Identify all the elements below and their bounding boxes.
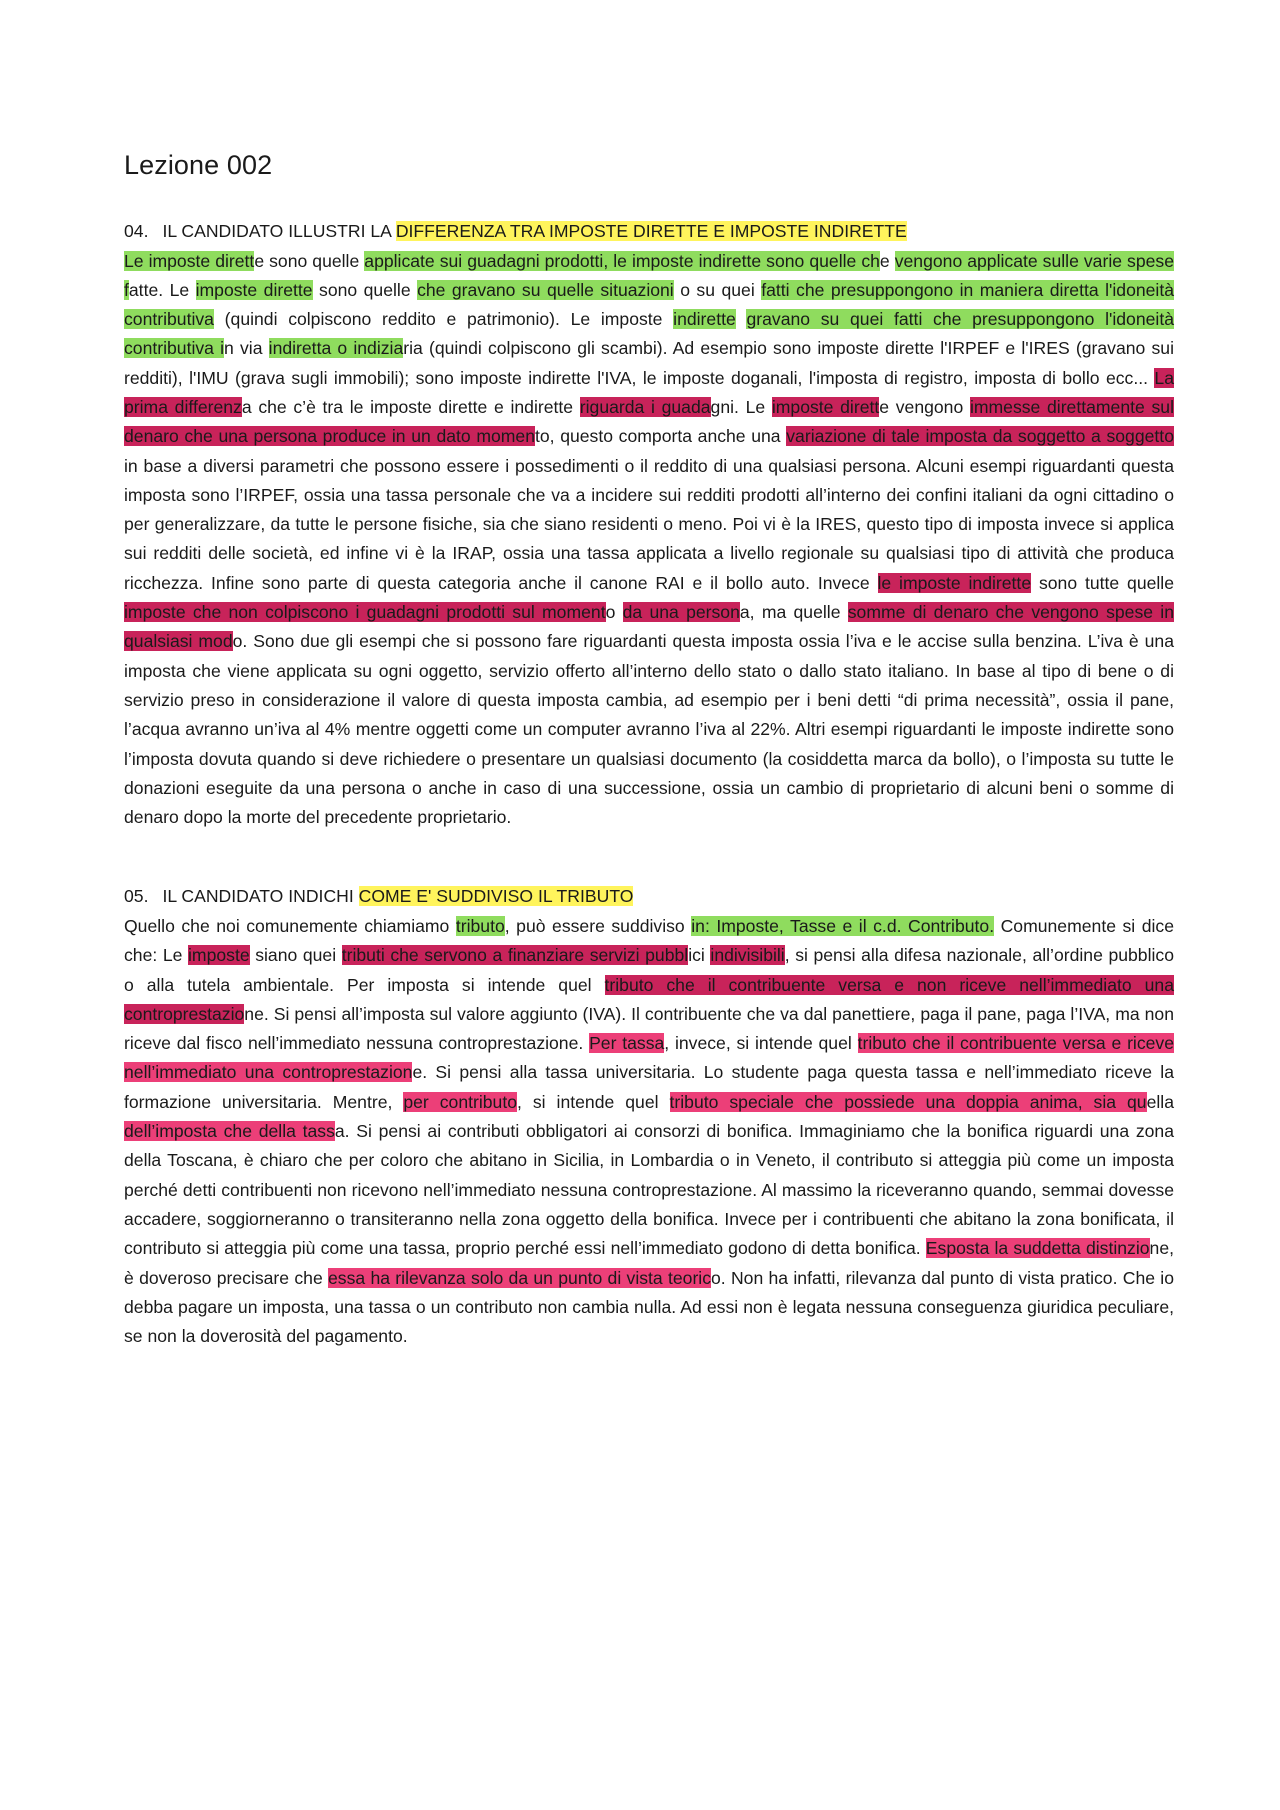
- highlighted-text: per contributo: [403, 1091, 518, 1112]
- answer-paragraph: [124, 247, 1174, 833]
- question-number: 04.: [124, 221, 149, 241]
- text-run: e sono quelle: [254, 250, 365, 271]
- text-run: n via: [224, 338, 269, 359]
- question-text: IL CANDIDATO INDICHI: [162, 886, 359, 907]
- text-run: ria (quindi colpiscono gli scambi). Ad esempio sono imposte dirette l'IRPEF e l'IRES (gravano sui redditi), l'IMU (grava sugli immobili); sono imposte indirette l'IVA, le imposte doganali, l'imposta di registro, imposta di bollo ecc...: [124, 338, 1174, 388]
- text-run: o. Sono due gli esempi che si possono fare riguardanti questa imposta ossia l’iva e le accise sulla benzina. L’iva è una imposta che viene applicata su ogni oggetto, servizio offerto all’interno dello stato o dallo stato italiano. In base al tipo di bene o di servizio preso in considerazione il valore di questa imposta cambia, ad esempio per i beni detti “di prima necessità”, ossia il pane, l’acqua avranno un’iva al 4% mentre oggetti come un computer avranno l’iva al 22%. Altri esempi riguardanti le imposte indirette sono l’imposta dovuta quando si deve richiedere o presentare un qualsiasi documento (la cosiddetta marca da bollo), o l’imposta su tutte le donazioni eseguite da una persona o anche in caso di una successione, ossia un cambio di proprietario di alcuni beni o somme di denaro dopo la morte del precedente proprietario.: [124, 631, 1174, 828]
- section-04: [124, 217, 1174, 832]
- highlighted-text: riguarda i guada: [579, 396, 711, 417]
- text-run: , può essere suddiviso: [504, 915, 692, 936]
- text-run: o su quei: [673, 279, 762, 300]
- highlighted-text: in: Imposte, Tasse e il c.d. Contributo.: [691, 915, 995, 936]
- text-run: ici: [688, 945, 711, 966]
- highlighted-text: indiretta o indizia: [268, 338, 404, 359]
- highlighted-text: fatti che presuppongono in maniera diretta l'idoneità contributiva: [124, 279, 1175, 330]
- text-run: e: [879, 250, 895, 271]
- highlighted-text: somme di denaro che vengono spese in qualsiasi mod: [124, 602, 1174, 652]
- text-run: a, ma quelle: [739, 602, 848, 623]
- text-run: o. Non ha infatti, rilevanza dal punto di vista pratico. Che io debba pagare un imposta, una tassa o un contributo non cambia nulla. Ad essi non è legata nessuna conseguenza giuridica peculiare, se non la doverosità del pagamento.: [124, 1267, 1174, 1347]
- highlighted-text: tributo speciale che possiede una doppia anima, sia qu: [669, 1091, 1147, 1112]
- highlighted-text: gravano su quei fatti che presuppongono l'idoneità contributiva i: [124, 309, 1174, 359]
- highlighted-text: tributo che il contribuente versa e non riceve nell’immediato una controprestazio: [124, 974, 1174, 1024]
- document-page: [124, 150, 1174, 1401]
- highlighted-text: Esposta la suddetta distinzio: [925, 1238, 1150, 1259]
- question-text: IL CANDIDATO ILLUSTRI LA: [162, 221, 396, 241]
- highlighted-text: dell’imposta che della tass: [124, 1121, 335, 1142]
- highlighted-text: La prima differenz: [124, 367, 1174, 417]
- text-run: atte. Le: [128, 279, 196, 300]
- highlighted-text: imposte dirett: [771, 396, 880, 417]
- text-run: ne. Si pensi all’imposta sul valore aggiunto (IVA). Il contribuente che va dal panettiere, paga il pane, paga l’IVA, ma non riceve dal fisco nell’immediato nessuna controprestazione.: [124, 1003, 1174, 1054]
- text-run: o: [605, 602, 623, 623]
- text-run: [736, 309, 747, 329]
- text-run: Quello che noi comunemente chiamiamo: [124, 915, 456, 936]
- text-run: to, questo comporta anche una: [535, 426, 787, 447]
- text-run: ella: [1146, 1091, 1174, 1112]
- question-number: 05.: [124, 886, 149, 907]
- highlighted-text: essa ha rilevanza solo da un punto di vista teoric: [328, 1267, 712, 1288]
- answer-paragraph: [124, 912, 1174, 1351]
- highlighted-text: applicate sui guadagni prodotti, le imposte indirette sono quelle ch: [364, 250, 880, 271]
- text-run: , si pensi alla difesa nazionale, all’ordine pubblico o alla tutela ambientale. Per imposta si intende quel: [124, 945, 1174, 995]
- highlighted-text: imposte che non colpiscono i guadagni prodotti sul moment: [124, 602, 606, 623]
- text-run: , invece, si intende quel: [664, 1033, 858, 1054]
- highlighted-text: indirette: [673, 309, 736, 330]
- text-run: sono tutte quelle: [1031, 572, 1174, 593]
- text-run: sono quelle: [312, 279, 418, 300]
- question-highlight: DIFFERENZA TRA IMPOSTE DIRETTE E IMPOSTE INDIRETTE: [395, 221, 907, 241]
- highlighted-text: tributi che servono a finanziare servizi pubbl: [341, 945, 689, 966]
- text-run: in base a diversi parametri che possono essere i possedimenti o il reddito di una qualsiasi persona. Alcuni esempi riguardanti questa imposta sono l’IRPEF, ossia una tassa personale che va a incidere sui redditi prodotti all’interno dei confini italiani da ogni cittadino o per generalizzare, da tutte le persone fisiche, sia che siano residenti o meno. Poi vi è la IRES, questo tipo di imposta invece si applica sui redditi delle società, ed infine vi è la IRAP, ossia una tassa applicata a livello regionale su qualsiasi tipo di attività che produca ricchezza. Infine sono parte di questa categoria anche il canone RAI e il bollo auto. Invece: [124, 455, 1174, 593]
- highlighted-text: tributo che il contribuente versa e riceve nell’immediato una controprestazion: [124, 1033, 1175, 1083]
- text-run: gni. Le: [710, 396, 772, 417]
- highlighted-text: che gravano su quelle situazioni: [417, 279, 674, 300]
- page-title: Lezione 002: [124, 150, 273, 180]
- text-run: , si intende quel: [517, 1091, 670, 1112]
- highlighted-text: indivisibili: [710, 945, 785, 966]
- highlighted-text: Per tassa: [589, 1033, 665, 1054]
- question-heading: [124, 882, 1174, 912]
- text-run: siano quei: [249, 945, 342, 966]
- text-run: a. Si pensi ai contributi obbligatori ai consorzi di bonifica. Immaginiamo che la bonifica riguardi una zona della Toscana, è chiaro che per coloro che abitano in Sicilia, in Lombardia o in Veneto, il contributo si atteggia più come un imposta perché detti contribuenti non ricevono nell’immediato nessuna controprestazione. Al massimo la riceveranno quando, semmai dovesse accadere, soggiorneranno o transiteranno nella zona oggetto della bonifica. Invece per i contribuenti che abitano la zona bonificata, il contributo si atteggia più come una tassa, proprio perché essi nell’immediato godono di detta bonifica.: [124, 1121, 1174, 1259]
- highlighted-text: da una person: [622, 602, 740, 623]
- text-run: (quindi colpiscono reddito e patrimonio). Le imposte: [213, 309, 674, 330]
- highlighted-text: Le imposte dirett: [124, 250, 255, 271]
- text-run: a che c’è tra le imposte dirette e indirette: [241, 396, 580, 417]
- text-run: e. Si pensi alla tassa universitaria. Lo studente paga questa tassa e nell’immediato riceve la formazione universitaria. Mentre,: [124, 1062, 1175, 1112]
- text-run: e vengono: [879, 396, 970, 417]
- section-05: [124, 882, 1174, 1351]
- highlighted-text: le imposte indirette: [877, 572, 1032, 593]
- text-run: ne, è doveroso precisare che: [124, 1238, 1174, 1288]
- highlighted-text: immesse direttamente sul denaro che una persona produce in un dato momen: [124, 396, 1174, 447]
- highlighted-text: imposte: [188, 945, 250, 966]
- highlighted-text: imposte dirette: [195, 279, 313, 300]
- question-heading: [124, 217, 1174, 247]
- question-highlight: COME E' SUDDIVISO IL TRIBUTO: [358, 886, 634, 907]
- highlighted-text: variazione di tale imposta da soggetto a soggetto: [786, 426, 1174, 447]
- text-run: Comunemente si dice che: Le: [124, 915, 1175, 966]
- highlighted-text: tributo: [455, 915, 505, 936]
- highlighted-text: vengono applicate sulle varie spese f: [124, 250, 1174, 300]
